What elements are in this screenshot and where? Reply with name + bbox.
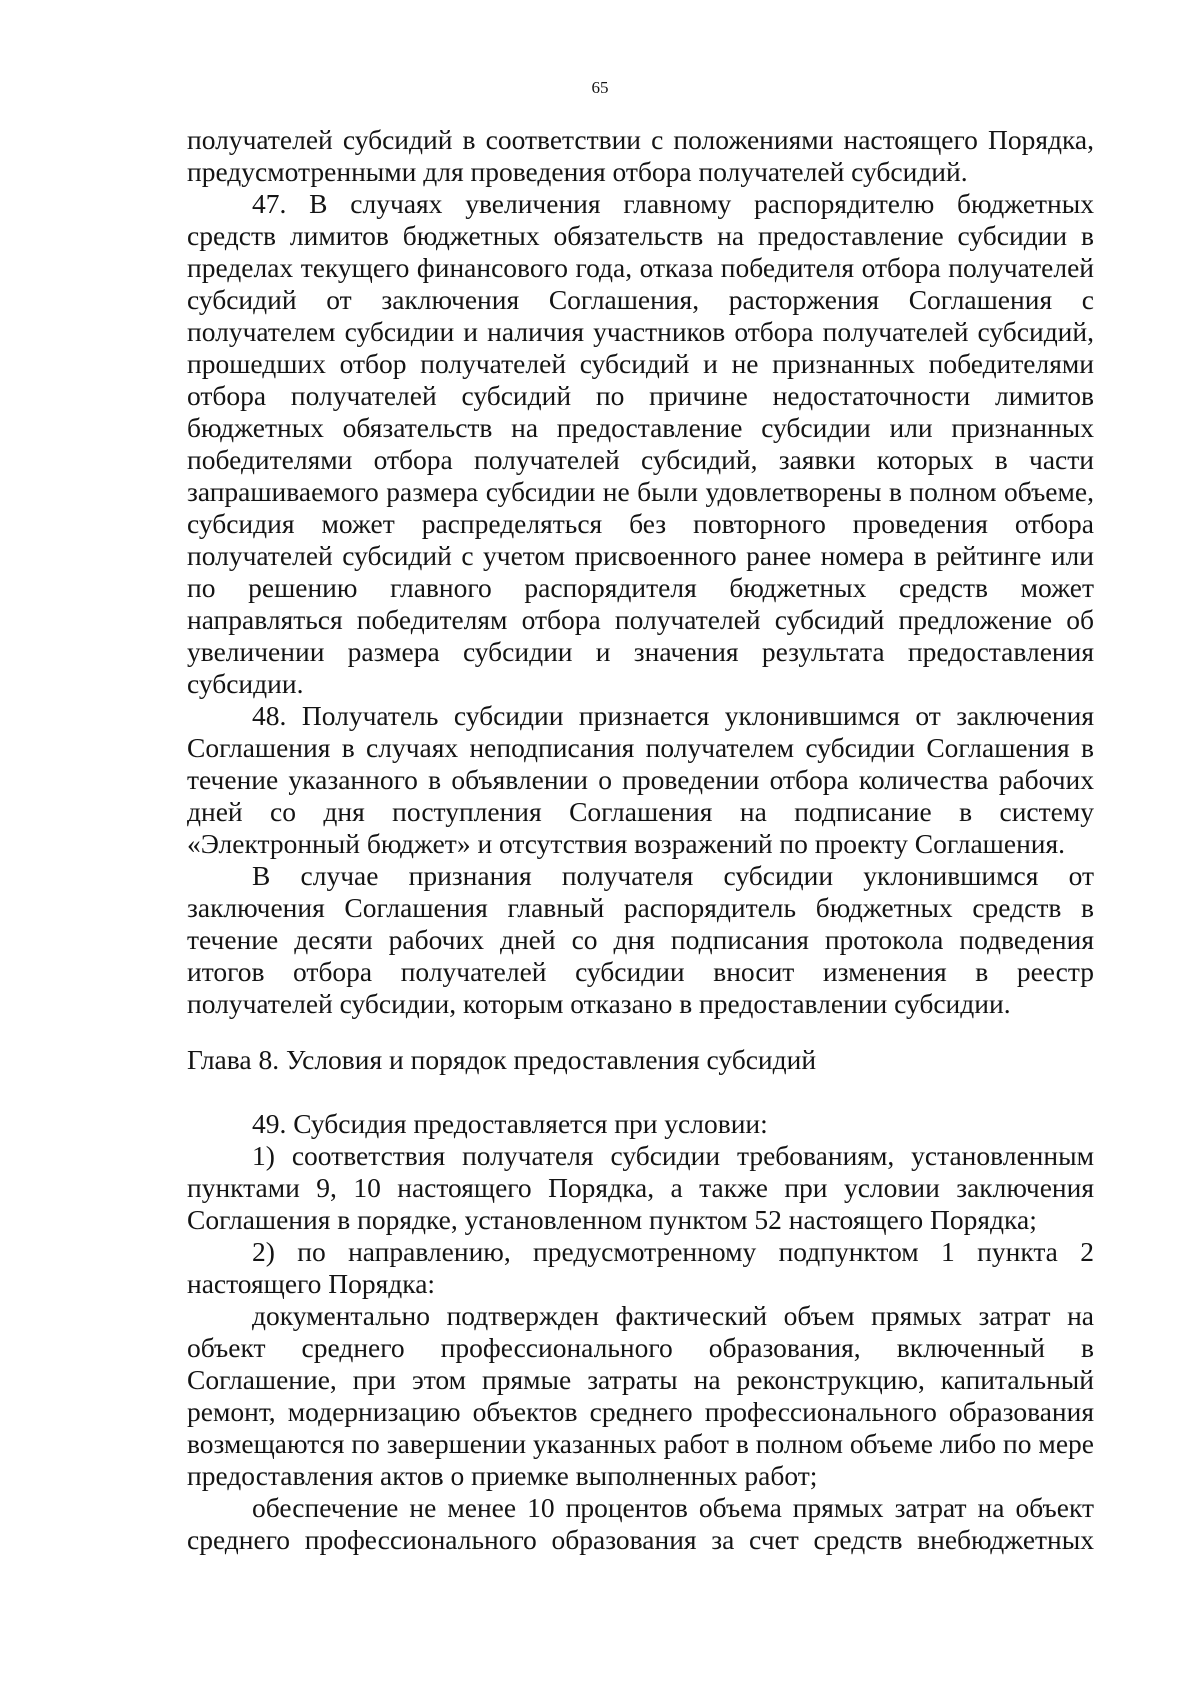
paragraph-49: 49. Субсидия предоставляется при условии: bbox=[252, 1108, 768, 1139]
paragraph-direct-costs: документально подтвержден фактический объем прямых затрат на объект среднего профессионального образования, включенный в Соглашение, при этом прямые затраты на реконструкцию, капитальный ремонт, модернизацию объектов среднего профессионального образования возмещаются по завершении указанных работ в полном объеме либо по мере предоставления актов о приемке выполненных работ; bbox=[187, 1300, 1094, 1491]
page-number: 65 bbox=[591, 78, 609, 97]
chapter-8-heading: Глава 8. Условия и порядок предоставления субсидий bbox=[187, 1044, 817, 1075]
paragraph-48: 48. Получатель субсидии признается уклонившимся от заключения Соглашения в случаях неподписания получателем субсидии Соглашения в течение указанного в объявлении о проведении отбора количества рабочих дней со дня поступления Соглашения на подписание в систему «Электронный бюджет» и отсутствия возражений по проекту Соглашения. bbox=[187, 700, 1094, 859]
paragraph-continuation: получателей субсидий в соответствии с положениями настоящего Порядка, предусмотренными для проведения отбора получателей субсидий. bbox=[187, 124, 1094, 187]
document-body bbox=[187, 124, 1094, 1556]
paragraph-49-item-1: 1) соответствия получателя субсидии требованиям, установленным пунктами 9, 10 настоящего Порядка, а также при условии заключения Соглашения в порядке, установленном пунктом 52 настоящего Порядка; bbox=[187, 1140, 1094, 1235]
paragraph-47: 47. В случаях увеличения главному распорядителю бюджетных средств лимитов бюджетных обязательств на предоставление субсидии в пределах текущего финансового года, отказа победителя отбора получателей субсидий от заключения Соглашения, расторжения Соглашения с получателем субсидии и наличия участников отбора получателей субсидий, прошедших отбор получателей субсидий и не признанных победителями отбора получателей субсидий по причине недостаточности лимитов бюджетных обязательств на предоставление субсидии или признанных победителями отбора получателей субсидий, заявки которых в части запрашиваемого размера субсидии не были удовлетворены в полном объеме, субсидия может распределяться без повторного проведения отбора получателей субсидий с учетом присвоенного ранее номера в рейтинге или по решению главного распорядителя бюджетных средств может направляться победителям отбора получателей субсидий предложение об увеличении размера субсидии и значения результата предоставления субсидии. bbox=[187, 188, 1094, 699]
paragraph-extrabudgetary: обеспечение не менее 10 процентов объема прямых затрат на объект среднего профессионального образования за счет средств внебюджетных bbox=[187, 1492, 1094, 1555]
paragraph-48-evasion: В случае признания получателя субсидии уклонившимся от заключения Соглашения главный распорядитель бюджетных средств в течение десяти рабочих дней со дня подписания протокола подведения итогов отбора получателей субсидии вносит изменения в реестр получателей субсидии, которым отказано в предоставлении субсидии. bbox=[187, 860, 1094, 1019]
paragraph-49-item-2: 2) по направлению, предусмотренному подпунктом 1 пункта 2 настоящего Порядка: bbox=[187, 1236, 1094, 1299]
